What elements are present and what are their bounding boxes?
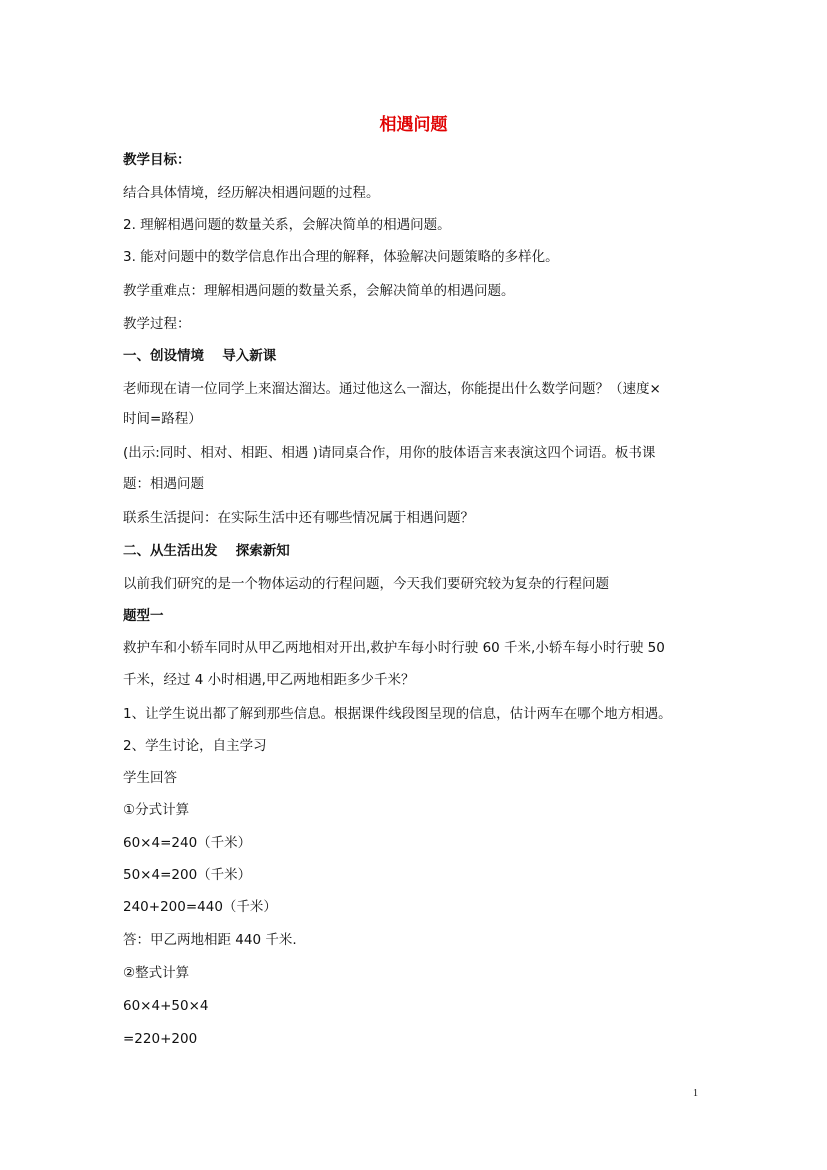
calculation-line: 240+200=440（千米） — [123, 899, 277, 915]
objective-3: 3. 能对问题中的数学信息作出合理的解释，体验解决问题策略的多样化。 — [123, 249, 559, 265]
problem-statement: 救护车和小轿车同时从甲乙两地相对开出,救护车每小时行驶 60 千米,小轿车每小时行驶 50 — [123, 640, 665, 656]
answer-line: 答：甲乙两地相距 440 千米. — [123, 932, 297, 948]
section-heading-1: 一、创设情境 导入新课 — [123, 348, 277, 364]
section-heading-objectives: 教学目标： — [123, 152, 191, 168]
step-line: 学生回答 — [123, 770, 177, 786]
paragraph-line: 联系生活提问：在实际生活中还有哪些情况属于相遇问题？ — [123, 510, 474, 526]
problem-type-heading: 题型一 — [123, 608, 164, 624]
objective-1: 结合具体情境，经历解决相遇问题的过程。 — [123, 185, 380, 201]
method-heading: ②整式计算 — [123, 965, 190, 981]
paragraph-line: 时间=路程） — [123, 411, 202, 427]
step-line: 1、让学生说出都了解到那些信息。根据课件线段图呈现的信息，估计两车在哪个地方相遇。 — [123, 706, 672, 722]
step-line: 2、学生讨论，自主学习 — [123, 738, 267, 754]
objective-2: 2. 理解相遇问题的数量关系，会解决简单的相遇问题。 — [123, 217, 451, 233]
document-title: 相遇问题 — [379, 115, 448, 135]
key-difficulty: 教学重难点：理解相遇问题的数量关系，会解决简单的相遇问题。 — [123, 283, 515, 299]
calculation-line: =220+200 — [123, 1031, 198, 1047]
paragraph-line: (出示:同时、相对、相距、相遇 )请同桌合作，用你的肢体语言来表演这四个词语。板书课 — [123, 445, 656, 461]
process-heading: 教学过程： — [123, 316, 191, 332]
method-heading: ①分式计算 — [123, 802, 190, 818]
paragraph-line: 以前我们研究的是一个物体运动的行程问题，今天我们要研究较为复杂的行程问题 — [123, 576, 609, 592]
calculation-line: 60×4+50×4 — [123, 998, 209, 1014]
paragraph-line: 老师现在请一位同学上来溜达溜达。通过他这么一溜达，你能提出什么数学问题？（速度× — [123, 381, 661, 397]
calculation-line: 60×4=240（千米） — [123, 835, 252, 851]
calculation-line: 50×4=200（千米） — [123, 867, 252, 883]
section-heading-2: 二、从生活出发 探索新知 — [123, 543, 290, 559]
page-number: 1 — [693, 1088, 698, 1099]
paragraph-line: 题：相遇问题 — [123, 476, 204, 492]
problem-statement: 千米，经过 4 小时相遇,甲乙两地相距多少千米？ — [123, 672, 415, 688]
